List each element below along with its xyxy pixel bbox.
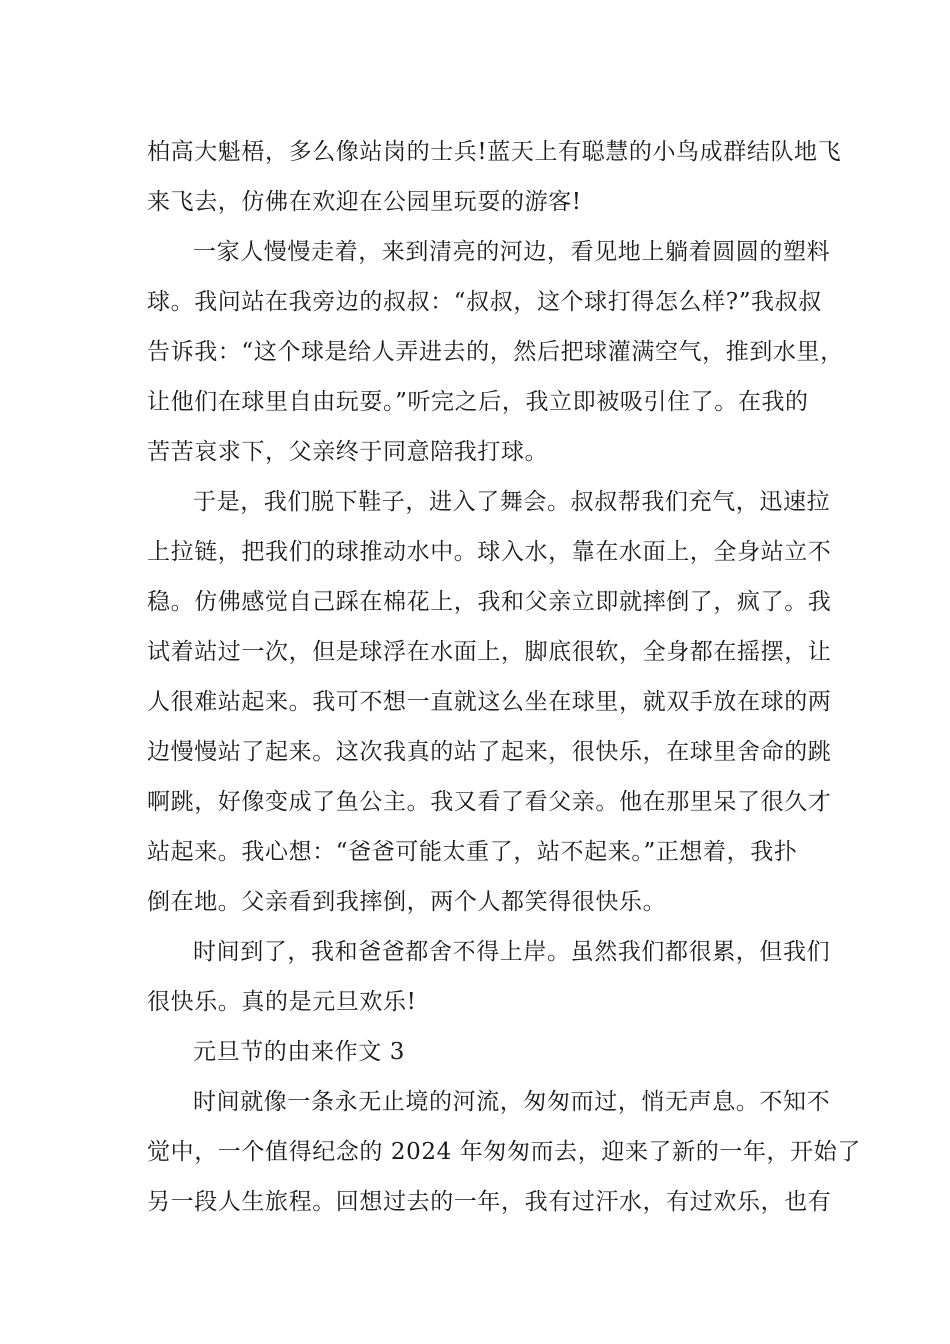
text-line: 啊跳，好像变成了鱼公主。我又看了看父亲。他在那里呆了很久才	[147, 789, 832, 815]
section-heading: 元旦节的由来作文 3	[193, 1039, 405, 1065]
paragraph-start-line: 时间就像一条永无止境的河流，匆匆而过，悄无声息。不知不	[193, 1089, 831, 1115]
text-line: 让他们在球里自由玩耍。”听完之后，我立即被吸引住了。在我的	[147, 389, 809, 415]
text-line: 试着站过一次，但是球浮在水面上，脚底很软，全身都在摇摆，让	[147, 639, 832, 665]
text-line: 站起来。我心想：“爸爸可能太重了，站不起来。”正想着，我扑	[147, 839, 798, 865]
text-line: 告诉我：“这个球是给人弄进去的，然后把球灌满空气，推到水里，	[147, 339, 844, 365]
text-line: 来飞去，仿佛在欢迎在公园里玩耍的游客!	[147, 189, 582, 215]
text-line: 边慢慢站了起来。这次我真的站了起来，很快乐，在球里舍命的跳	[147, 739, 832, 765]
text-line: 倒在地。父亲看到我摔倒，两个人都笑得很快乐。	[147, 889, 667, 915]
text-line: 苦苦哀求下，父亲终于同意陪我打球。	[147, 439, 549, 465]
paragraph-start-line: 时间到了，我和爸爸都舍不得上岸。虽然我们都很累，但我们	[193, 939, 831, 965]
text-line: 很快乐。真的是元旦欢乐!	[147, 989, 417, 1015]
text-line: 另一段人生旅程。回想过去的一年，我有过汗水，有过欢乐，也有	[147, 1189, 832, 1215]
text-line: 人很难站起来。我可不想一直就这么坐在球里，就双手放在球的两	[147, 689, 832, 715]
paragraph-start-line: 一家人慢慢走着，来到清亮的河边，看见地上躺着圆圆的塑料	[193, 239, 831, 265]
text-line: 柏高大魁梧，多么像站岗的士兵!蓝天上有聪慧的小鸟成群结队地飞	[147, 139, 842, 165]
text-line: 球。我问站在我旁边的叔叔：“叔叔，这个球打得怎么样?”我叔叔	[147, 289, 822, 315]
text-line: 上拉链，把我们的球推动水中。球入水，靠在水面上，全身站立不	[147, 539, 832, 565]
text-line: 觉中，一个值得纪念的 2024 年匆匆而去，迎来了新的一年，开始了	[147, 1139, 861, 1165]
text-line: 稳。仿佛感觉自己踩在棉花上，我和父亲立即就摔倒了，疯了。我	[147, 589, 832, 615]
paragraph-start-line: 于是，我们脱下鞋子，进入了舞会。叔叔帮我们充气，迅速拉	[193, 489, 831, 515]
